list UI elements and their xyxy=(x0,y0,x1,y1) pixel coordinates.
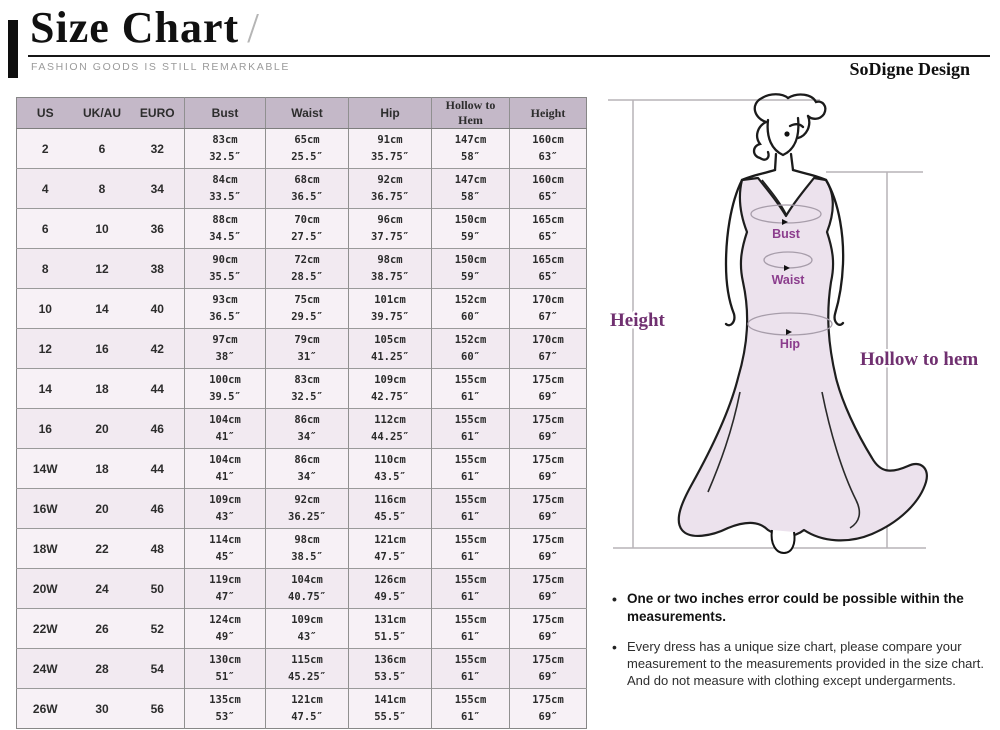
cell-bust: 100cm 39.5″ xyxy=(185,369,266,409)
cell-hollow_to_hem: 155cm 61″ xyxy=(432,489,510,529)
cell-bust: 93cm 36.5″ xyxy=(185,289,266,329)
cell-hip: 105cm 41.25″ xyxy=(349,329,432,369)
cell-height: 165cm 65″ xyxy=(510,249,587,289)
cell-height: 170cm 67″ xyxy=(510,289,587,329)
cell-bust: 90cm 35.5″ xyxy=(185,249,266,289)
cell-euro: 54 xyxy=(131,649,185,689)
cell-waist: 72cm 28.5″ xyxy=(266,249,349,289)
cell-us: 20W xyxy=(17,569,74,609)
cell-bust: 124cm 49″ xyxy=(185,609,266,649)
cell-hollow_to_hem: 155cm 61″ xyxy=(432,369,510,409)
measurement-notes xyxy=(612,590,984,701)
cell-euro: 34 xyxy=(131,169,185,209)
cell-bust: 104cm 41″ xyxy=(185,409,266,449)
cell-hip: 112cm 44.25″ xyxy=(349,409,432,449)
cell-uk_au: 14 xyxy=(74,289,131,329)
cell-bust: 83cm 32.5″ xyxy=(185,129,266,169)
cell-hip: 121cm 47.5″ xyxy=(349,529,432,569)
cell-uk_au: 8 xyxy=(74,169,131,209)
cell-hip: 101cm 39.75″ xyxy=(349,289,432,329)
cell-us: 26W xyxy=(17,689,74,729)
table-row xyxy=(17,129,587,169)
cell-hip: 141cm 55.5″ xyxy=(349,689,432,729)
cell-hollow_to_hem: 155cm 61″ xyxy=(432,609,510,649)
cell-us: 6 xyxy=(17,209,74,249)
cell-hip: 96cm 37.75″ xyxy=(349,209,432,249)
cell-height: 175cm 69″ xyxy=(510,609,587,649)
table-row xyxy=(17,209,587,249)
cell-height: 170cm 67″ xyxy=(510,329,587,369)
cell-bust: 104cm 41″ xyxy=(185,449,266,489)
cell-uk_au: 26 xyxy=(74,609,131,649)
size-table-body xyxy=(17,129,587,729)
hair-bun xyxy=(788,95,825,119)
cell-uk_au: 22 xyxy=(74,529,131,569)
cell-us: 12 xyxy=(17,329,74,369)
table-row xyxy=(17,529,587,569)
cell-waist: 65cm 25.5″ xyxy=(266,129,349,169)
cell-us: 24W xyxy=(17,649,74,689)
cell-waist: 70cm 27.5″ xyxy=(266,209,349,249)
cell-us: 4 xyxy=(17,169,74,209)
cell-us: 10 xyxy=(17,289,74,329)
table-row xyxy=(17,249,587,289)
feet xyxy=(772,530,795,553)
bust-label: Bust xyxy=(772,227,800,241)
cell-euro: 46 xyxy=(131,489,185,529)
dress-measurement-diagram xyxy=(590,92,1000,607)
cell-euro: 38 xyxy=(131,249,185,289)
page-header xyxy=(30,2,259,53)
hair-curl-left xyxy=(754,122,769,160)
cell-euro: 52 xyxy=(131,609,185,649)
col-header-us: US xyxy=(17,98,74,129)
table-row xyxy=(17,609,587,649)
cell-hip: 98cm 38.75″ xyxy=(349,249,432,289)
cell-waist: 92cm 36.25″ xyxy=(266,489,349,529)
cell-us: 16W xyxy=(17,489,74,529)
cell-uk_au: 30 xyxy=(74,689,131,729)
cell-us: 2 xyxy=(17,129,74,169)
cell-height: 175cm 69″ xyxy=(510,449,587,489)
cell-hip: 110cm 43.5″ xyxy=(349,449,432,489)
brand-name: SoDigne Design xyxy=(849,59,970,79)
col-header-waist: Waist xyxy=(266,98,349,129)
cell-hip: 116cm 45.5″ xyxy=(349,489,432,529)
waist-label: Waist xyxy=(771,273,805,287)
cell-waist: 86cm 34″ xyxy=(266,449,349,489)
cell-bust: 130cm 51″ xyxy=(185,649,266,689)
cell-height: 175cm 69″ xyxy=(510,569,587,609)
cell-hollow_to_hem: 152cm 60″ xyxy=(432,289,510,329)
table-row xyxy=(17,329,587,369)
cell-bust: 97cm 38″ xyxy=(185,329,266,369)
table-header-row xyxy=(17,98,587,129)
cell-euro: 36 xyxy=(131,209,185,249)
table-row xyxy=(17,169,587,209)
cell-euro: 50 xyxy=(131,569,185,609)
cell-height: 175cm 69″ xyxy=(510,489,587,529)
hip-label: Hip xyxy=(779,337,801,351)
table-row xyxy=(17,369,587,409)
table-row xyxy=(17,569,587,609)
cell-height: 175cm 69″ xyxy=(510,369,587,409)
cell-bust: 114cm 45″ xyxy=(185,529,266,569)
brow xyxy=(790,124,803,127)
table-row xyxy=(17,489,587,529)
cell-hollow_to_hem: 155cm 61″ xyxy=(432,689,510,729)
cell-height: 165cm 65″ xyxy=(510,209,587,249)
cell-bust: 135cm 53″ xyxy=(185,689,266,729)
cell-euro: 48 xyxy=(131,529,185,569)
cell-height: 160cm 63″ xyxy=(510,129,587,169)
cell-hollow_to_hem: 150cm 59″ xyxy=(432,209,510,249)
cell-hip: 136cm 53.5″ xyxy=(349,649,432,689)
cell-euro: 42 xyxy=(131,329,185,369)
col-header-hip: Hip xyxy=(349,98,432,129)
cell-hollow_to_hem: 155cm 61″ xyxy=(432,409,510,449)
table-row xyxy=(17,649,587,689)
cell-euro: 44 xyxy=(131,369,185,409)
cell-height: 175cm 69″ xyxy=(510,649,587,689)
cell-uk_au: 18 xyxy=(74,449,131,489)
neck xyxy=(775,154,793,170)
cell-waist: 115cm 45.25″ xyxy=(266,649,349,689)
cell-hollow_to_hem: 150cm 59″ xyxy=(432,249,510,289)
cell-hip: 91cm 35.75″ xyxy=(349,129,432,169)
cell-uk_au: 16 xyxy=(74,329,131,369)
cell-hip: 109cm 42.75″ xyxy=(349,369,432,409)
cell-hollow_to_hem: 147cm 58″ xyxy=(432,169,510,209)
cell-euro: 46 xyxy=(131,409,185,449)
cell-hollow_to_hem: 155cm 61″ xyxy=(432,569,510,609)
cell-waist: 104cm 40.75″ xyxy=(266,569,349,609)
table-row xyxy=(17,689,587,729)
col-header-height: Height xyxy=(510,98,587,129)
col-header-bust: Bust xyxy=(185,98,266,129)
cell-hollow_to_hem: 152cm 60″ xyxy=(432,329,510,369)
cell-waist: 121cm 47.5″ xyxy=(266,689,349,729)
cell-height: 175cm 69″ xyxy=(510,529,587,569)
height-label: Height xyxy=(610,310,665,331)
cell-uk_au: 12 xyxy=(74,249,131,289)
cell-hip: 92cm 36.75″ xyxy=(349,169,432,209)
cell-waist: 98cm 38.5″ xyxy=(266,529,349,569)
page-subtitle: FASHION GOODS IS STILL REMARKABLE xyxy=(31,61,290,73)
col-header-uk-au: UK/AU xyxy=(74,98,131,129)
cell-hollow_to_hem: 155cm 61″ xyxy=(432,529,510,569)
cell-hip: 131cm 51.5″ xyxy=(349,609,432,649)
title-slash-decoration: / xyxy=(247,6,259,52)
cell-euro: 40 xyxy=(131,289,185,329)
cell-euro: 56 xyxy=(131,689,185,729)
cell-height: 175cm 69″ xyxy=(510,689,587,729)
cell-euro: 44 xyxy=(131,449,185,489)
cell-bust: 109cm 43″ xyxy=(185,489,266,529)
cell-us: 14W xyxy=(17,449,74,489)
cell-height: 160cm 65″ xyxy=(510,169,587,209)
cell-uk_au: 20 xyxy=(74,409,131,449)
cell-us: 16 xyxy=(17,409,74,449)
table-row xyxy=(17,449,587,489)
col-header-euro: EURO xyxy=(131,98,185,129)
cell-waist: 68cm 36.5″ xyxy=(266,169,349,209)
cell-uk_au: 18 xyxy=(74,369,131,409)
cell-uk_au: 20 xyxy=(74,489,131,529)
cell-waist: 109cm 43″ xyxy=(266,609,349,649)
cell-hollow_to_hem: 155cm 61″ xyxy=(432,649,510,689)
cell-us: 18W xyxy=(17,529,74,569)
cell-uk_au: 6 xyxy=(74,129,131,169)
cell-waist: 79cm 31″ xyxy=(266,329,349,369)
cell-waist: 83cm 32.5″ xyxy=(266,369,349,409)
table-row xyxy=(17,409,587,449)
cell-us: 14 xyxy=(17,369,74,409)
title-underline xyxy=(28,55,990,57)
note-error-margin: • One or two inches error could be possible within the measurements. xyxy=(612,590,984,626)
hair-top xyxy=(755,94,788,122)
page-title: Size Chart xyxy=(30,3,240,52)
cell-hollow_to_hem: 155cm 61″ xyxy=(432,449,510,489)
cell-hollow_to_hem: 147cm 58″ xyxy=(432,129,510,169)
table-row xyxy=(17,289,587,329)
hollow-to-hem-label: Hollow to hem xyxy=(860,349,979,370)
cell-bust: 119cm 47″ xyxy=(185,569,266,609)
cell-us: 22W xyxy=(17,609,74,649)
col-header-hollow-to-hem: Hollow to Hem xyxy=(432,98,510,129)
note-unique-chart: • Every dress has a unique size chart, please compare your measurement to the measurements provided in the size chart. And do not measure with clothing except undergarments. xyxy=(612,638,984,689)
cell-euro: 32 xyxy=(131,129,185,169)
cell-waist: 75cm 29.5″ xyxy=(266,289,349,329)
cell-uk_au: 10 xyxy=(74,209,131,249)
cell-us: 8 xyxy=(17,249,74,289)
title-accent-bar xyxy=(8,20,18,78)
size-chart-table xyxy=(16,97,587,729)
cell-uk_au: 24 xyxy=(74,569,131,609)
cell-hip: 126cm 49.5″ xyxy=(349,569,432,609)
cell-bust: 84cm 33.5″ xyxy=(185,169,266,209)
eye xyxy=(784,131,789,136)
cell-waist: 86cm 34″ xyxy=(266,409,349,449)
cell-uk_au: 28 xyxy=(74,649,131,689)
cell-height: 175cm 69″ xyxy=(510,409,587,449)
cell-bust: 88cm 34.5″ xyxy=(185,209,266,249)
